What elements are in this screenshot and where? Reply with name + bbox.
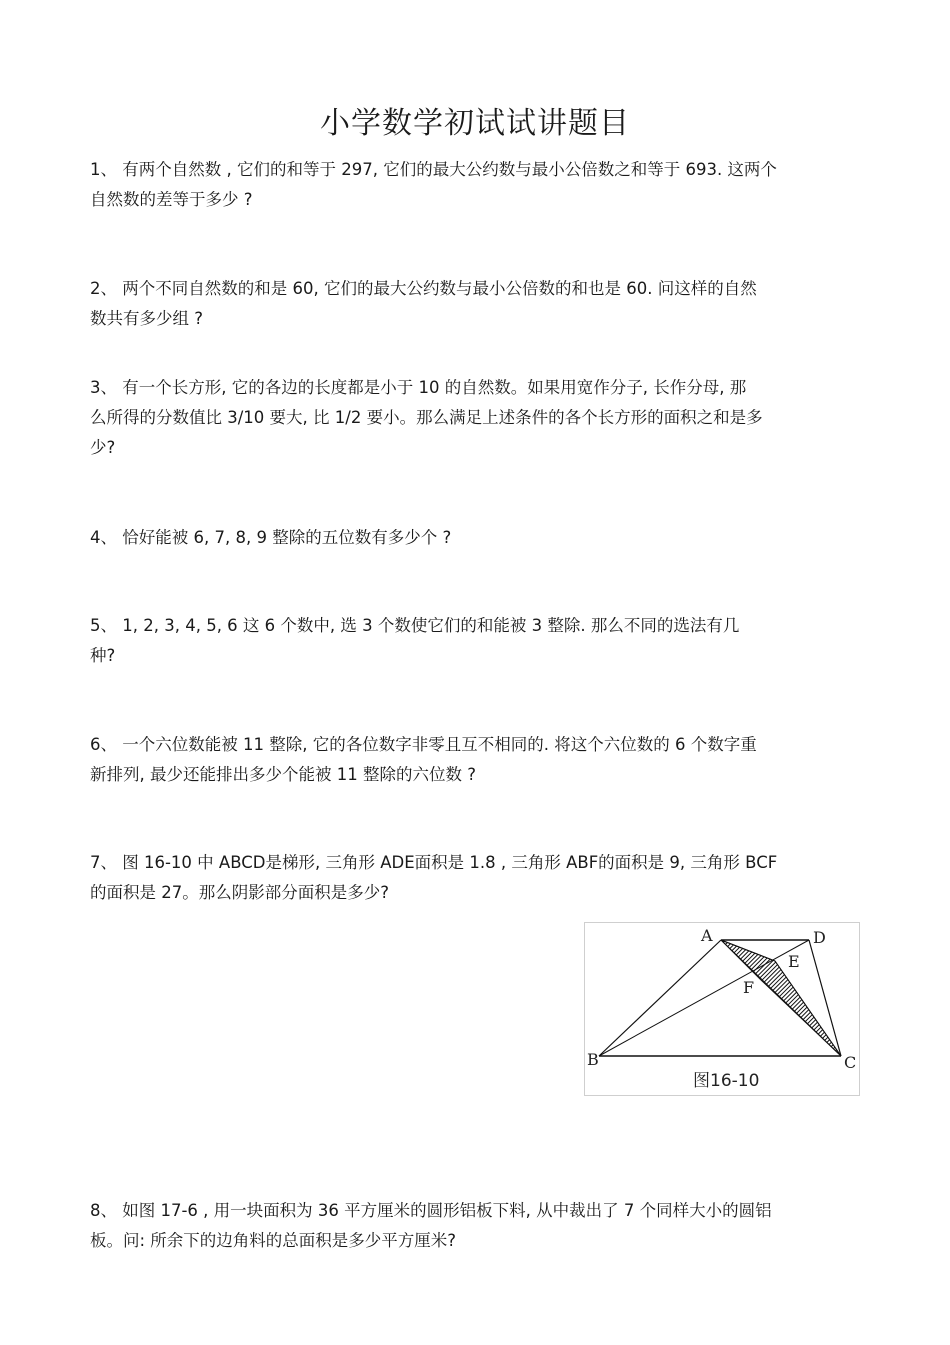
question-3-line-2: 么所得的分数值比 3/10 要大, 比 1/2 要小。那么满足上述条件的各个长方形的面积之和是多 (90, 408, 763, 427)
line-be (599, 940, 809, 1056)
label-b: B (587, 1050, 599, 1069)
label-d: D (813, 928, 826, 947)
question-8-line-2: 板。问: 所余下的边角料的总面积是多少平方厘米? (90, 1231, 457, 1250)
question-4-line-1: 4、 恰好能被 6, 7, 8, 9 整除的五位数有多少个 ? (90, 528, 452, 547)
question-7 (90, 848, 870, 908)
figure-caption: 图16-10 (693, 1071, 760, 1091)
trapezoid-diagram (585, 923, 859, 1095)
question-1 (90, 155, 870, 215)
question-6-line-1: 6、 一个六位数能被 11 整除, 它的各位数字非零且互不相同的. 将这个六位数的 6 个数字重 (90, 735, 757, 754)
line-ac (721, 940, 841, 1056)
question-6 (90, 730, 870, 790)
label-a: A (701, 926, 713, 945)
question-2-line-2: 数共有多少组 ? (90, 309, 204, 328)
question-3-line-1: 3、 有一个长方形, 它的各边的长度都是小于 10 的自然数。如果用宽作分子, 长作分母, 那 (90, 378, 747, 397)
question-5-line-1: 5、 1, 2, 3, 4, 5, 6 这 6 个数中, 选 3 个数使它们的和能被 3 整除. 那么不同的选法有几 (90, 616, 740, 635)
line-ec (775, 961, 841, 1056)
label-c: C (844, 1053, 857, 1072)
question-8 (90, 1196, 870, 1256)
question-1-line-2: 自然数的差等于多少 ? (90, 190, 253, 209)
question-5 (90, 611, 870, 671)
page-title: 小学数学初试试讲题目 (320, 106, 630, 141)
question-8-line-1: 8、 如图 17-6 , 用一块面积为 36 平方厘米的圆形铝板下料, 从中裁出了 7 个同样大小的圆铝 (90, 1201, 772, 1220)
question-1-line-1: 1、 有两个自然数 , 它们的和等于 297, 它们的最大公约数与最小公倍数之和等于 693. 这两个 (90, 160, 777, 179)
label-f: F (743, 978, 755, 997)
question-7-line-2: 的面积是 27。那么阴影部分面积是多少? (90, 883, 389, 902)
question-2 (90, 274, 870, 334)
trapezoid-figure (584, 922, 860, 1096)
question-2-line-1: 2、 两个不同自然数的和是 60, 它们的最大公约数与最小公倍数的和也是 60. 问这样的自然 (90, 279, 757, 298)
question-4 (90, 523, 870, 553)
edge-ab (599, 940, 721, 1056)
question-7-line-1: 7、 图 16-10 中 ABCD是梯形, 三角形 ADE面积是 1.8 , 三角形 ABF的面积是 9, 三角形 BCF (90, 853, 778, 872)
question-6-line-2: 新排列, 最少还能排出多少个能被 11 整除的六位数 ? (90, 765, 476, 784)
question-5-line-2: 种? (90, 646, 116, 665)
question-3 (90, 373, 870, 463)
question-3-line-3: 少? (90, 438, 116, 457)
label-e: E (788, 952, 800, 971)
